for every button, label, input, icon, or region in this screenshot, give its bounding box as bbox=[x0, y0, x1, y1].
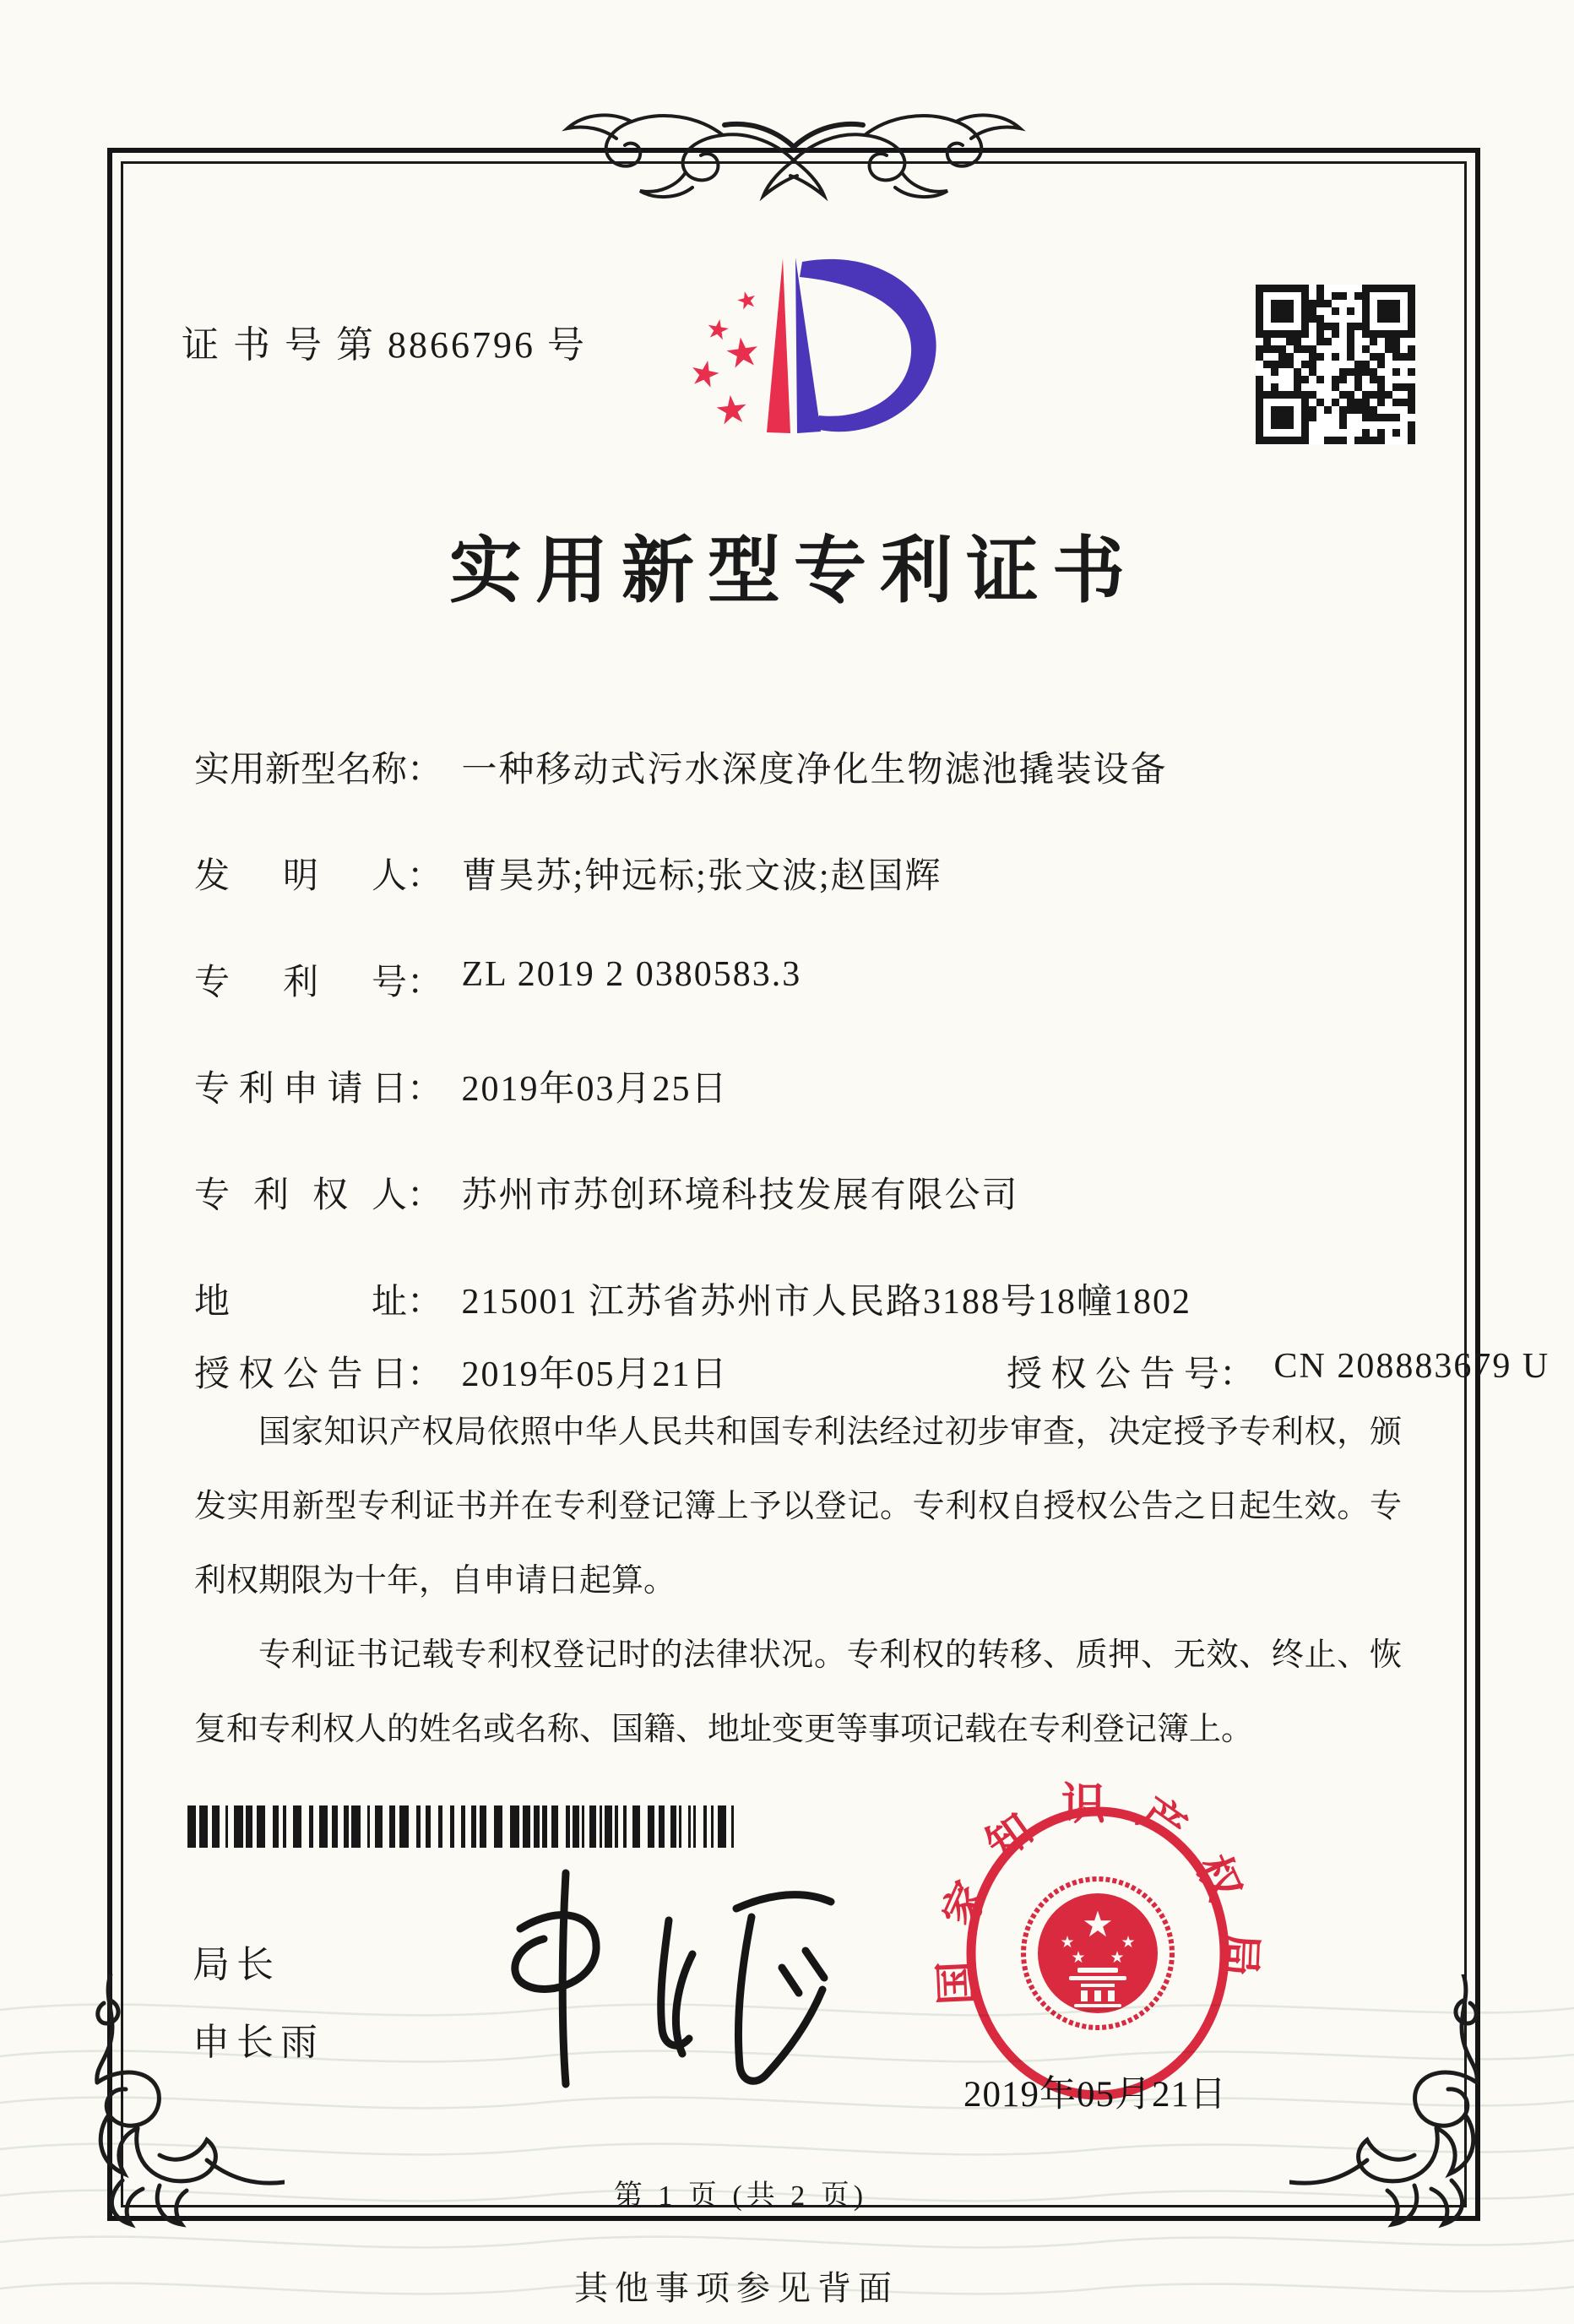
certificate-title: 实用新型专利证书 bbox=[449, 530, 1138, 611]
legal-paragraph: 国家知识产权局依照中华人民共和国专利法经过初步审查，决定授予专利权，颁发实用新型专利证书并在专利登记簿上予以登记。专利权自授权公告之日起生效。专利权期限为十年，自申请日起算。 bbox=[194, 1414, 1402, 1599]
cnipa-logo bbox=[685, 252, 996, 513]
field-row-filing-date: 专利申请日： 2019年03月25日 bbox=[194, 1061, 729, 1111]
field-row-patentee: 专利权人： 苏州市苏创环境科技发展有限公司 bbox=[194, 1167, 1019, 1218]
top-border-ornament bbox=[551, 88, 1037, 213]
barcode bbox=[187, 1805, 752, 1848]
logo-star-icon: ★ bbox=[733, 284, 761, 317]
field-value: 2019年05月21日 bbox=[461, 1355, 729, 1394]
svg-text:★: ★ bbox=[1121, 1933, 1136, 1952]
page-number: 第 1 页 (共 2 页) bbox=[613, 2180, 868, 2212]
svg-text:★: ★ bbox=[1110, 1948, 1125, 1967]
field-row-address: 地址： 215001 江苏省苏州市人民路3188号18幢1802 bbox=[194, 1273, 1191, 1324]
field-value: 2019年03月25日 bbox=[461, 1070, 729, 1109]
logo-star-icon: ★ bbox=[721, 327, 764, 379]
svg-text:★: ★ bbox=[1071, 1948, 1086, 1967]
officer-name: 申长雨 bbox=[193, 2022, 324, 2063]
field-label: 专利号 bbox=[194, 964, 407, 1002]
officer-signature bbox=[439, 1856, 878, 2118]
field-label: 发明人 bbox=[194, 857, 407, 896]
logo-p-mark bbox=[718, 252, 996, 513]
field-value: ZL 2019 2 0380583.3 bbox=[461, 955, 802, 994]
field-label: 专利申请日 bbox=[194, 1070, 407, 1109]
certificate-number: 证 书 号 第 8866796 号 bbox=[182, 324, 587, 366]
grant-number-pair: 授权公告号： CN 208883679 U bbox=[1007, 1346, 1550, 1397]
legal-text bbox=[194, 1395, 1402, 1767]
field-label: 授权公告日 bbox=[194, 1355, 407, 1394]
field-label: 专利权人 bbox=[194, 1176, 407, 1215]
logo-star-icon: ★ bbox=[685, 350, 725, 398]
field-value: CN 208883679 U bbox=[1273, 1347, 1550, 1386]
logo-star-icon: ★ bbox=[712, 384, 752, 435]
field-row-inventors: 发明人： 曹昊苏;钟远标;张文波;赵国辉 bbox=[194, 848, 942, 899]
svg-text:★: ★ bbox=[1060, 1933, 1075, 1952]
seal-date: 2019年05月21日 bbox=[963, 2075, 1227, 2115]
field-label: 实用新型名称 bbox=[194, 751, 408, 790]
field-value: 苏州市苏创环境科技发展有限公司 bbox=[461, 1176, 1019, 1215]
seal-emblem-star: ★ bbox=[1082, 1903, 1114, 1945]
legal-paragraph: 专利证书记载专利权登记时的法律状况。专利权的转移、质押、无效、终止、恢复和专利权人的姓名或名称、国籍、地址变更等事项记载在专利登记簿上。 bbox=[194, 1637, 1402, 1747]
field-value: 215001 江苏省苏州市人民路3188号18幢1802 bbox=[461, 1283, 1192, 1322]
field-label: 授权公告号 bbox=[1007, 1355, 1219, 1394]
seal-text: 国家知识产权局 bbox=[931, 1781, 1264, 2006]
field-value: 一种移动式污水深度净化生物滤池撬装设备 bbox=[461, 751, 1168, 790]
field-value: 曹昊苏;钟远标;张文波;赵国辉 bbox=[461, 857, 942, 896]
backside-note: 其他事项参见背面 bbox=[574, 2269, 898, 2307]
officer-title: 局长 bbox=[193, 1944, 280, 1985]
qr-code bbox=[1256, 285, 1415, 444]
field-row-grant: 授权公告日： 2019年05月21日 授权公告号： CN 208883679 U bbox=[194, 1346, 1402, 1397]
field-row-name: 实用新型名称： 一种移动式污水深度净化生物滤池撬装设备 bbox=[194, 741, 1168, 792]
field-row-patent-number: 专利号： ZL 2019 2 0380583.3 bbox=[194, 954, 801, 1005]
logo-star-icon: ★ bbox=[703, 311, 733, 348]
field-label: 地址 bbox=[194, 1283, 407, 1322]
